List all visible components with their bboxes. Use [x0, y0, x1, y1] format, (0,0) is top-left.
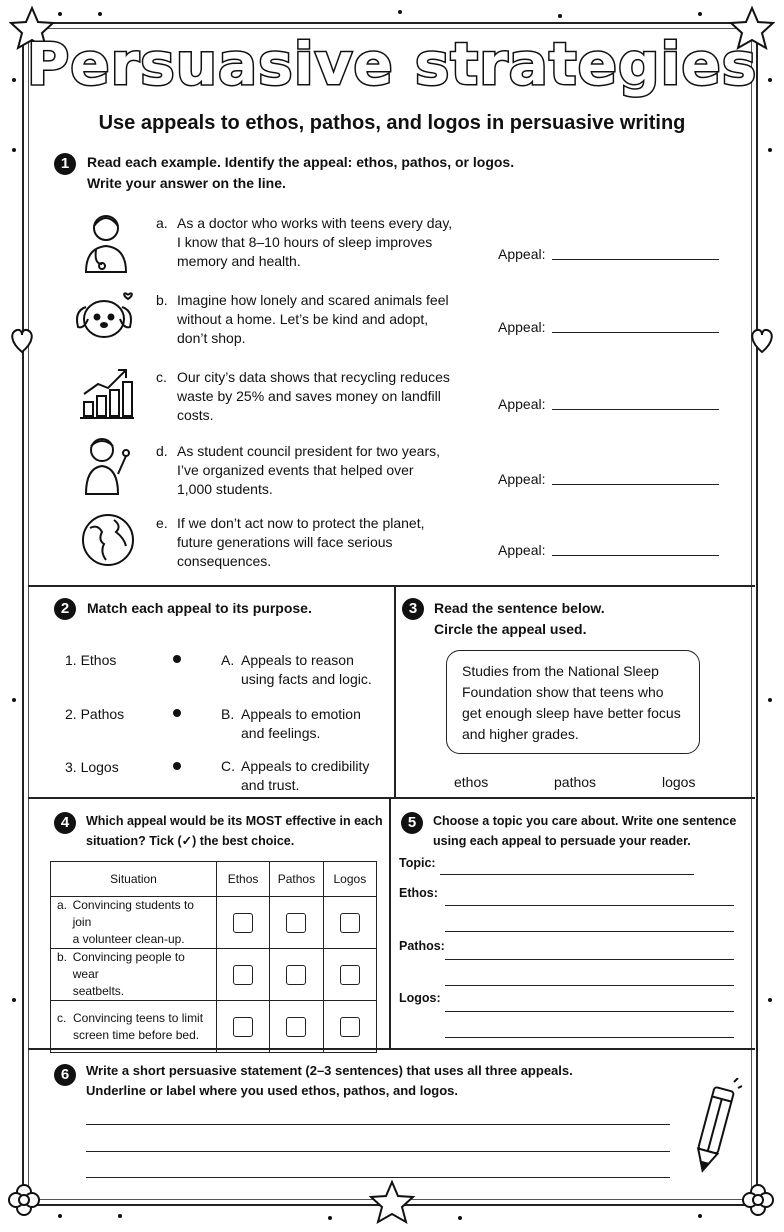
match-dot[interactable]	[173, 709, 181, 717]
appeal-label: Appeal:	[498, 396, 546, 412]
bar-chart-icon	[80, 366, 134, 420]
tick-box[interactable]	[233, 1017, 253, 1037]
appeal-answer-line[interactable]	[552, 409, 719, 410]
situation-cell	[51, 897, 217, 949]
sentence-line: get enough sleep have better focus	[462, 705, 681, 721]
column-header: Logos	[323, 862, 376, 897]
situation-line: seatbelts.	[72, 984, 125, 998]
ethos-line[interactable]	[445, 905, 734, 906]
item-text-line: I know that 8–10 hours of sleep improves	[177, 234, 433, 250]
sentence-text	[462, 661, 681, 745]
logos-cell	[323, 1001, 376, 1053]
situation-line: Convincing students to join	[72, 898, 194, 929]
item-letter: b.	[156, 292, 168, 308]
situation-cell	[51, 949, 217, 1001]
tick-box[interactable]	[340, 965, 360, 985]
pathos-cell	[270, 949, 324, 1001]
section-divider	[394, 585, 396, 798]
match-term: 1. Ethos	[65, 652, 117, 668]
row-letter: a.	[57, 898, 68, 912]
logos-label: Logos:	[399, 991, 441, 1005]
sentence-line: Foundation show that teens who	[462, 684, 664, 700]
topic-line[interactable]	[440, 874, 694, 875]
match-purpose-letter: B.	[221, 706, 235, 722]
item-text-line: without a home. Let’s be kind and adopt,	[177, 311, 429, 327]
appeal-label: Appeal:	[498, 471, 546, 487]
situation-line: Convincing teens to limit	[73, 1010, 204, 1025]
star-icon	[371, 1182, 413, 1222]
sentence-line: and higher grades.	[462, 726, 579, 742]
appeal-answer-line[interactable]	[552, 259, 719, 260]
item-text-line: memory and health.	[177, 253, 301, 269]
section-number-6: 6	[54, 1064, 76, 1086]
match-term: 2. Pathos	[65, 706, 125, 722]
tick-box[interactable]	[233, 965, 253, 985]
item-text-line: don’t shop.	[177, 330, 246, 346]
item-text-line: Our city’s data shows that recycling reduces	[177, 369, 450, 385]
pathos-cell	[270, 1001, 324, 1053]
match-purpose-line: Appeals to reason	[241, 652, 354, 668]
logos-line[interactable]	[445, 1037, 734, 1038]
tick-box[interactable]	[233, 913, 253, 933]
tick-box[interactable]	[340, 913, 360, 933]
tick-box[interactable]	[340, 1017, 360, 1037]
puppy-icon	[72, 289, 142, 345]
match-purpose-line: and feelings.	[241, 725, 321, 741]
match-purpose-line: Appeals to emotion	[241, 706, 361, 722]
ethos-label: Ethos:	[399, 886, 438, 900]
section5-heading-line: Choose a topic you care about. Write one sentence	[433, 814, 737, 828]
tick-table	[50, 861, 377, 1053]
writing-line[interactable]	[86, 1124, 670, 1125]
table-row	[51, 949, 377, 1001]
tick-box[interactable]	[286, 965, 306, 985]
writing-line[interactable]	[86, 1151, 670, 1152]
logos-cell	[323, 897, 376, 949]
item-text-line: waste by 25% and saves money on landfill	[177, 388, 441, 404]
match-term: 3. Logos	[65, 759, 119, 775]
section5-heading	[433, 811, 736, 851]
match-purpose-letter: A.	[221, 652, 235, 668]
item-text-line: 1,000 students.	[177, 481, 273, 497]
section6-heading-line: Write a short persuasive statement (2–3 sentences) that uses all three appeals.	[86, 1063, 573, 1078]
ethos-cell	[217, 949, 270, 1001]
item-letter: e.	[156, 515, 168, 531]
section3-heading-line: Read the sentence below.	[434, 600, 605, 616]
section2-heading: Match each appeal to its purpose.	[87, 600, 312, 616]
item-letter: a.	[156, 215, 168, 231]
match-purpose	[241, 705, 361, 743]
ethos-line[interactable]	[445, 931, 734, 932]
section4-heading	[86, 811, 383, 851]
logos-line[interactable]	[445, 1011, 734, 1012]
section3-heading-line: Circle the appeal used.	[434, 621, 587, 637]
appeal-label: Appeal:	[498, 542, 546, 558]
appeal-option-logos[interactable]: logos	[662, 774, 696, 790]
match-purpose-line: Appeals to credibility	[241, 758, 370, 774]
column-header: Pathos	[270, 862, 324, 897]
writing-line[interactable]	[86, 1177, 670, 1178]
situation-line: Convincing people to wear	[72, 950, 185, 981]
item-text-line: future generations will face serious	[177, 534, 393, 550]
section1-heading	[87, 152, 514, 194]
match-purpose-line: using facts and logic.	[241, 671, 372, 687]
pencil-icon	[684, 1078, 744, 1178]
table-row	[51, 1001, 377, 1053]
ethos-cell	[217, 1001, 270, 1053]
pathos-cell	[270, 897, 324, 949]
appeal-label: Appeal:	[498, 246, 546, 262]
row-letter: b.	[57, 950, 68, 964]
section-divider	[28, 585, 755, 587]
row-letter: c.	[57, 1010, 67, 1025]
appeal-answer-line[interactable]	[552, 555, 719, 556]
section5-heading-line: using each appeal to persuade your reader.	[433, 834, 691, 848]
item-text-line: consequences.	[177, 553, 272, 569]
logos-cell	[323, 949, 376, 1001]
section-number-2: 2	[54, 598, 76, 620]
item-text-line: If we don’t act now to protect the planet,	[177, 515, 425, 531]
match-purpose	[241, 757, 369, 795]
column-header: Ethos	[217, 862, 270, 897]
item-text-line: Imagine how lonely and scared animals feel	[177, 292, 449, 308]
ethos-cell	[217, 897, 270, 949]
table-header-row	[51, 862, 377, 897]
item-text-line: As a doctor who works with teens every day,	[177, 215, 453, 231]
item-text-line: I’ve organized events that helped over	[177, 462, 414, 478]
section6-heading-line: Underline or label where you used ethos, pathos, and logos.	[86, 1083, 459, 1098]
situation-cell	[51, 1001, 217, 1053]
section6-heading	[86, 1061, 573, 1101]
match-dot[interactable]	[173, 762, 181, 770]
match-dot[interactable]	[173, 655, 181, 663]
page-subtitle: Use appeals to ethos, pathos, and logos in persuasive writing	[98, 112, 686, 134]
match-purpose	[241, 651, 372, 689]
student-icon	[80, 434, 132, 496]
section4-heading-line: Which appeal would be its MOST effective in each	[86, 814, 383, 828]
section1-heading-line: Read each example. Identify the appeal: ethos, pathos, or logos.	[87, 154, 515, 170]
tick-box[interactable]	[286, 913, 306, 933]
column-header: Situation	[51, 862, 217, 897]
section3-heading	[434, 598, 605, 640]
section4-heading-line: situation? Tick (✓) the best choice.	[86, 834, 295, 848]
topic-label: Topic:	[399, 856, 436, 870]
section-number-1: 1	[54, 153, 76, 175]
section-number-5: 5	[401, 812, 423, 834]
pathos-label: Pathos:	[399, 939, 445, 953]
match-purpose-letter: C.	[221, 758, 235, 774]
table-row	[51, 897, 377, 949]
sentence-line: Studies from the National Sleep	[462, 663, 659, 679]
item-text-line: As student council president for two years,	[177, 443, 441, 459]
appeal-option-pathos[interactable]: pathos	[554, 774, 597, 790]
item-text-line: costs.	[177, 407, 214, 423]
globe-icon	[80, 512, 136, 568]
section-number-4: 4	[54, 812, 76, 834]
appeal-answer-line[interactable]	[552, 332, 719, 333]
situation-line: a volunteer clean-up.	[72, 932, 185, 946]
tick-box[interactable]	[286, 1017, 306, 1037]
appeal-option-ethos[interactable]: ethos	[454, 774, 489, 790]
item-letter: c.	[156, 369, 167, 385]
item-letter: d.	[156, 443, 168, 459]
pathos-line[interactable]	[445, 959, 734, 960]
doctor-icon	[80, 208, 132, 274]
section-number-3: 3	[402, 598, 424, 620]
situation-line: screen time before bed.	[73, 1027, 200, 1042]
appeal-label: Appeal:	[498, 319, 546, 335]
section-divider	[28, 797, 755, 799]
section-divider	[389, 797, 391, 1049]
page-title: Persuasive strategies	[26, 30, 758, 98]
section1-heading-line: Write your answer on the line.	[87, 175, 286, 191]
pathos-line[interactable]	[445, 985, 734, 986]
match-purpose-line: and trust.	[241, 777, 300, 793]
appeal-answer-line[interactable]	[552, 484, 719, 485]
